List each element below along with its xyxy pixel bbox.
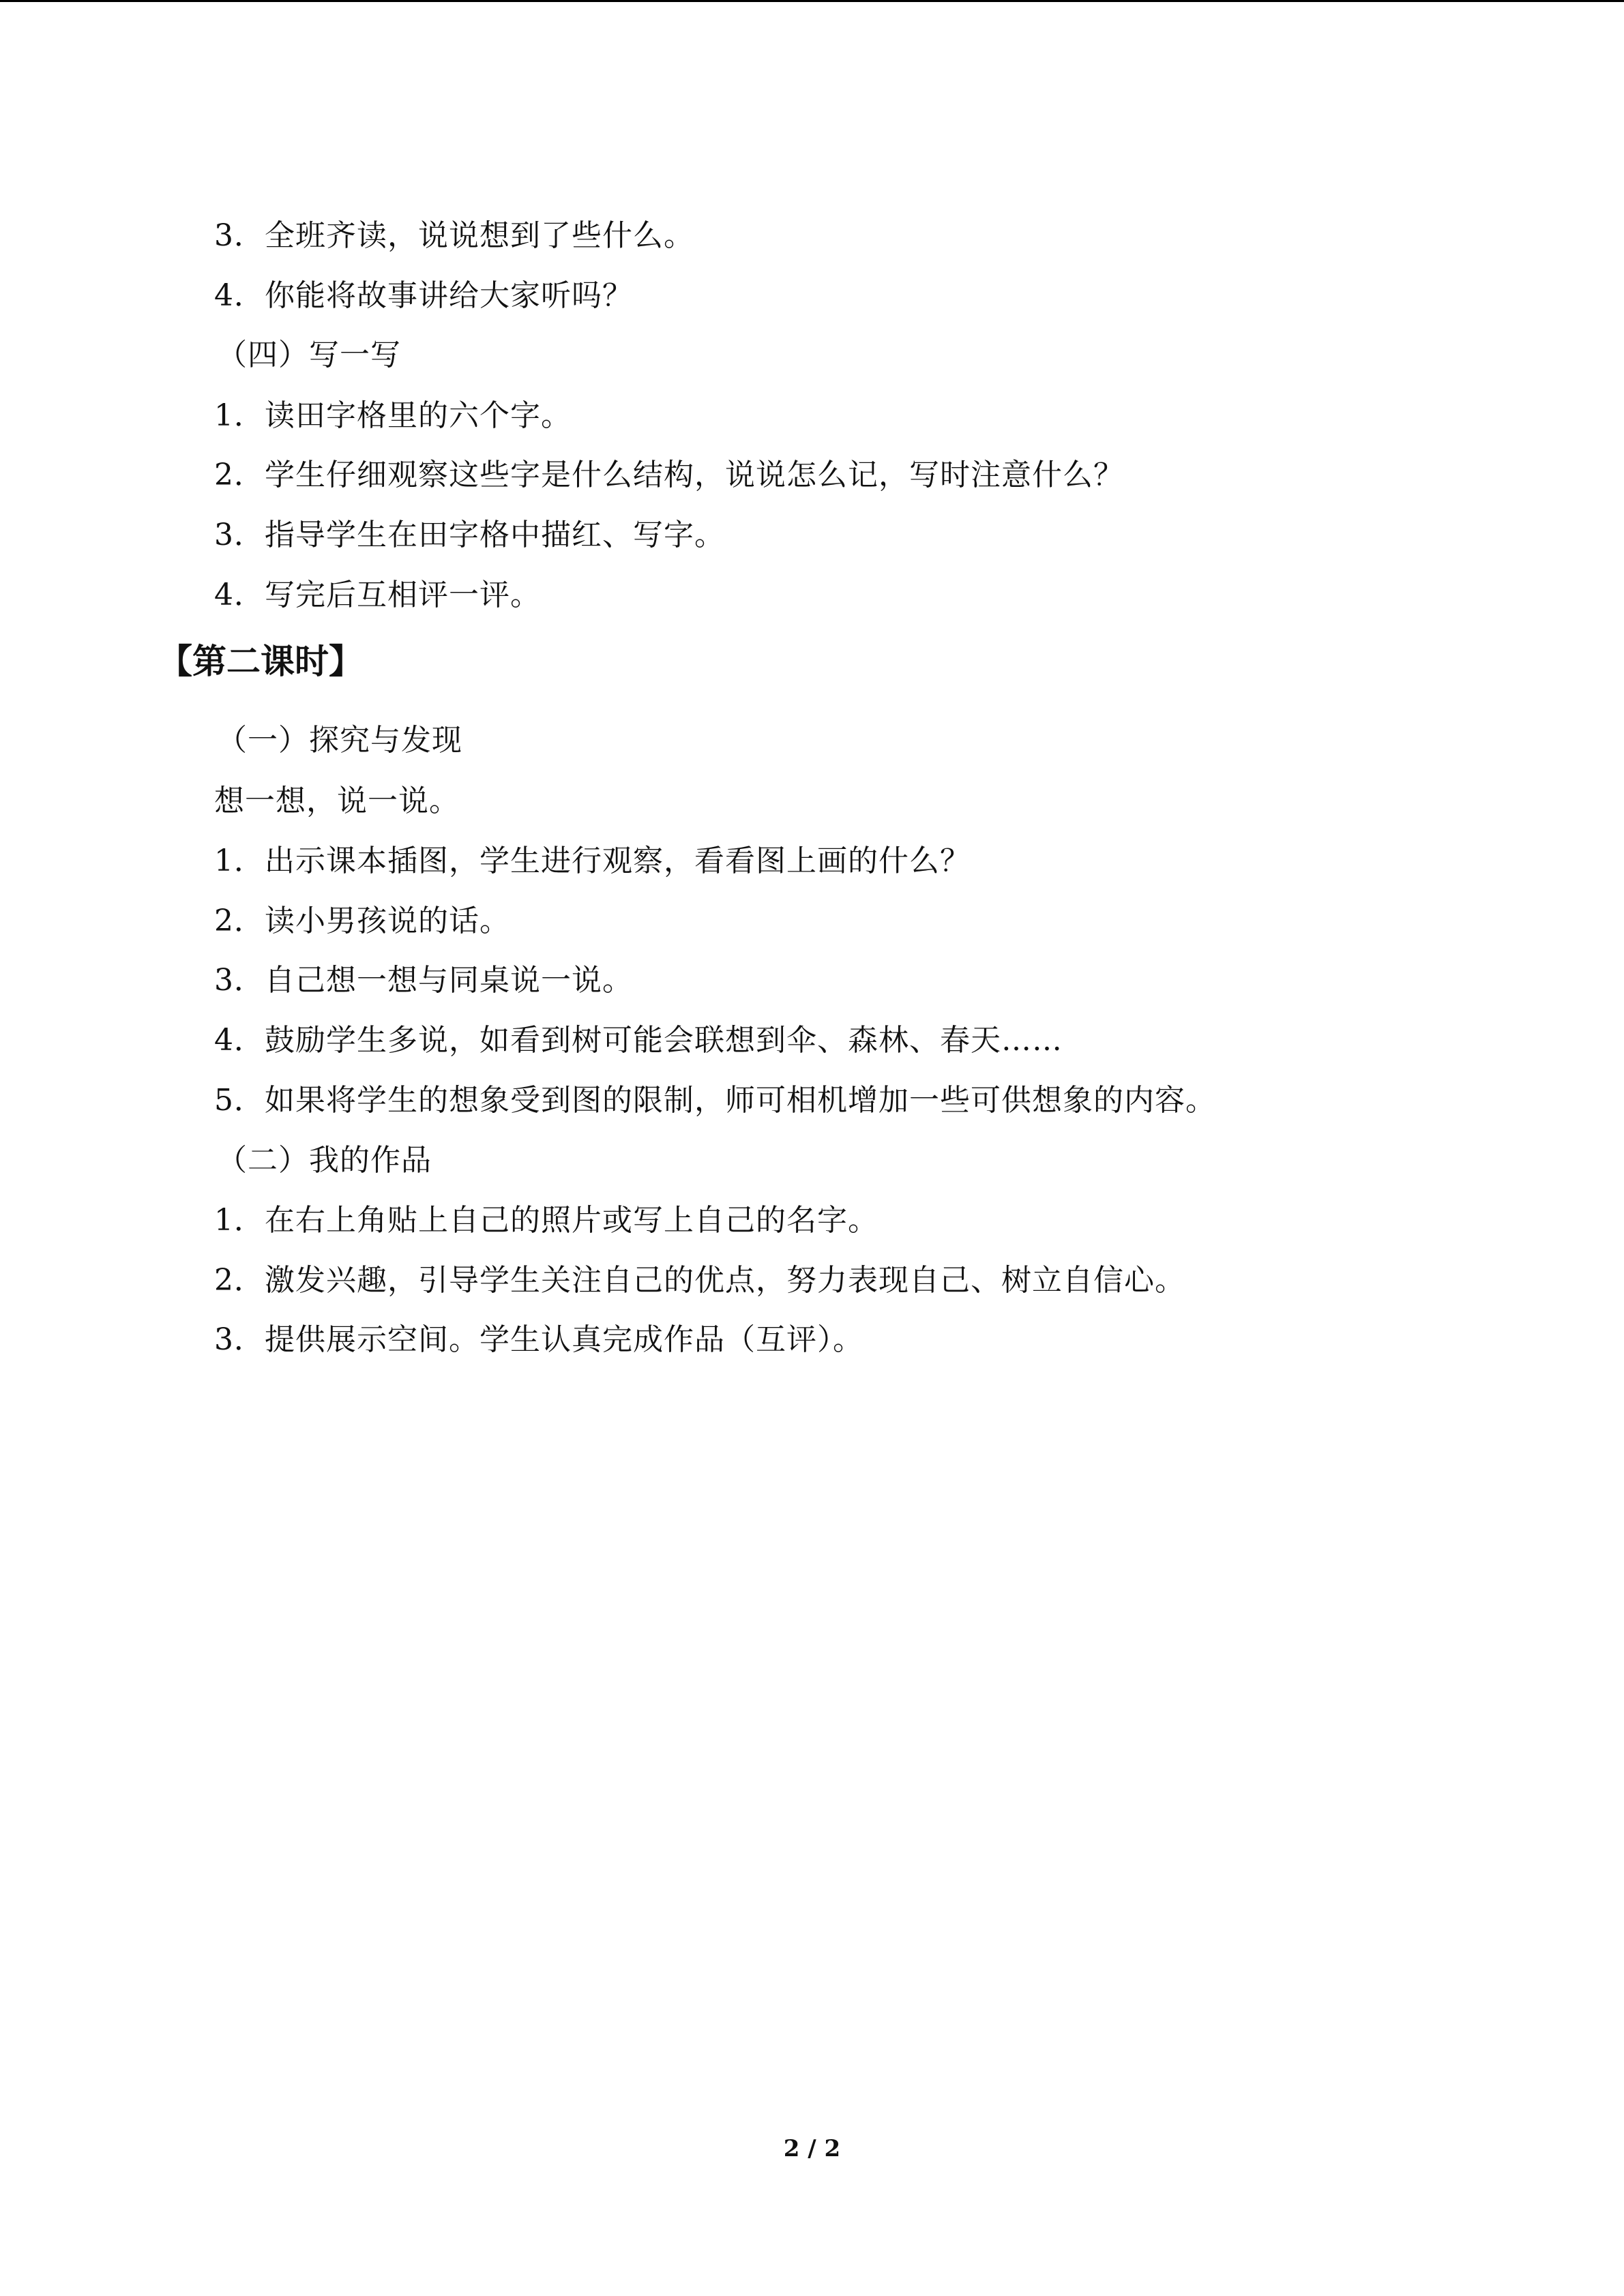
list-item: 4．鼓励学生多说，如看到树可能会联想到伞、森林、春天…… xyxy=(214,1023,1063,1058)
page-number: 2 / 2 xyxy=(783,2135,841,2162)
section-title: （一）探究与发现 xyxy=(217,723,462,758)
list-item: 3．提供展示空间。学生认真完成作品（互评）。 xyxy=(214,1322,863,1357)
list-item: 4．你能将故事讲给大家听吗？ xyxy=(214,278,633,313)
list-item: 1．出示课本插图，学生进行观察，看看图上画的什么？ xyxy=(214,844,971,878)
list-item: 3．指导学生在田字格中描红、写字。 xyxy=(214,518,725,552)
section-intro: 想一想，说一说。 xyxy=(214,784,460,818)
list-item: 2．激发兴趣，引导学生关注自己的优点，努力表现自己、树立自信心。 xyxy=(214,1263,1185,1298)
list-item: 3．自己想一想与同桌说一说。 xyxy=(214,963,633,998)
lesson-heading: 【第二课时】 xyxy=(158,641,363,681)
list-item: 1．在右上角贴上自己的照片或写上自己的名字。 xyxy=(214,1203,879,1238)
list-item: 5．如果将学生的想象受到图的限制，师可相机增加一些可供想象的内容。 xyxy=(214,1083,1216,1118)
list-item: 2．读小男孩说的话。 xyxy=(214,904,510,938)
section-title: （二）我的作品 xyxy=(217,1143,432,1178)
list-item: 4．写完后互相评一评。 xyxy=(214,578,541,612)
list-item: 2．学生仔细观察这些字是什么结构，说说怎么记，写时注意什么？ xyxy=(214,458,1124,492)
list-item: 3．全班齐读，说说想到了些什么。 xyxy=(214,218,694,253)
section-title: （四）写一写 xyxy=(217,338,401,372)
list-item: 1．读田字格里的六个字。 xyxy=(214,398,572,433)
